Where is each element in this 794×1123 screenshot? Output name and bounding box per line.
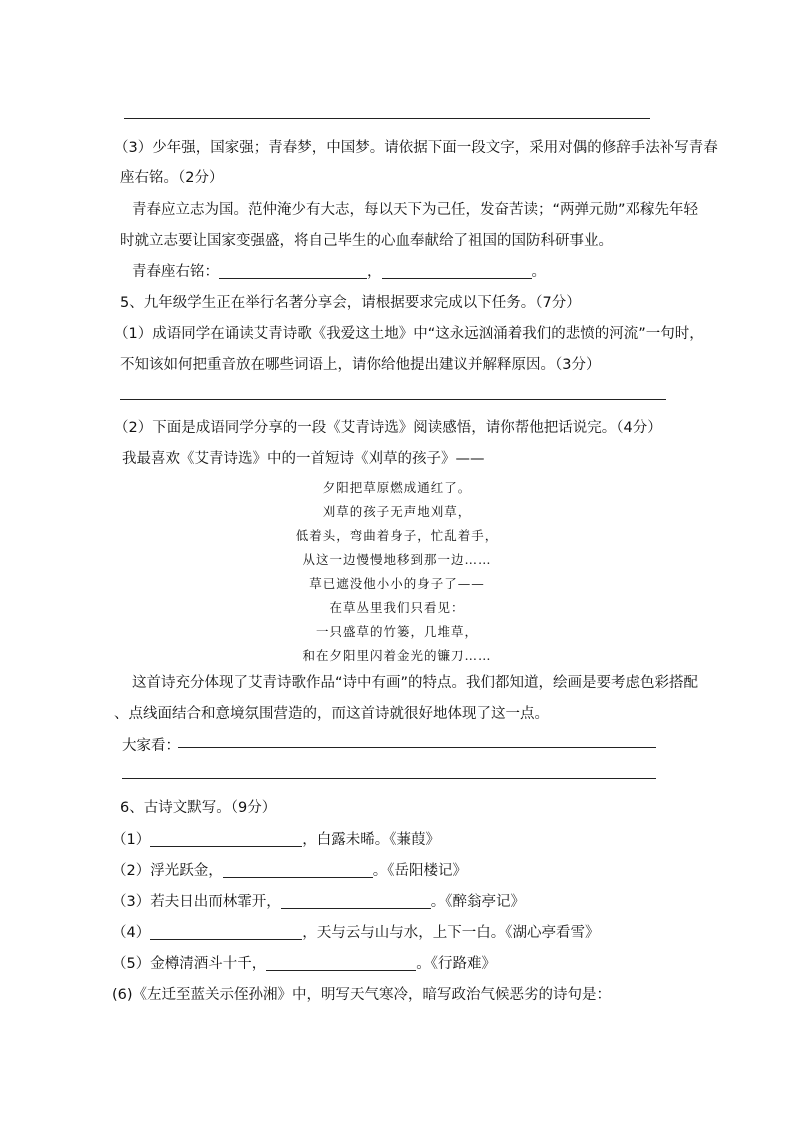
q6-item-5-before: 金樽清酒斗十千， [150,956,267,972]
q6-item-3-num: （3） [112,894,151,910]
poem-line-7: 一只盛草的竹篓，几堆草， [315,624,478,639]
q6-item-5-after: 。《行路难》 [416,956,496,972]
motto-blank-2[interactable] [382,262,532,279]
q5-2-title: （2）下面是成语同学分享的一段《艾青诗选》阅读感悟，请你帮他把话说完。（4分） [114,420,662,436]
motto-row [132,260,546,281]
q5-2-comment-line1: 这首诗充分体现了艾青诗歌作品“诗中有画”的特点。我们都知道，绘画是要考虑色彩搭配 [132,675,699,691]
motto-separator: ， [367,264,382,280]
q6-item-4-num: （4） [112,925,151,941]
q4-3-passage-line2: 时就立志要让国家变强盛，将自己毕生的心血奉献给了祖国的国防科研事业。 [120,233,613,249]
motto-end: 。 [531,264,546,280]
look-answer-line-2[interactable] [122,778,656,779]
poem-line-8: 和在夕阳里闪着金光的镰刀…… [302,648,492,663]
motto-label: 青春座右铭： [132,264,219,280]
poem-line-3: 低着头，弯曲着身子，忙乱着手， [295,528,499,543]
poem-line-4: 从这一边慢慢地移到那一边…… [302,552,492,567]
q6-item-5 [112,952,496,973]
poem-line-2: 刈草的孩子无声地刈草， [322,504,472,519]
q6-item-5-blank[interactable] [266,954,416,971]
q6-item-1-blank[interactable] [150,830,302,847]
q6-title: 6、古诗文默写。（9分） [120,800,277,816]
motto-blank-1[interactable] [219,262,367,279]
look-answer-line-1[interactable] [178,747,656,748]
q6-item-2-before: 浮光跃金， [150,863,223,879]
q5-title: 5、九年级学生正在举行名著分享会，请根据要求完成以下任务。（7分） [120,295,581,311]
q6-item-6: (6)《左迁至蓝关示侄孙湘》中，明写天气寒冷，暗写政治气候恶劣的诗句是： [112,987,612,1003]
q6-item-2-after: 。《岳阳楼记》 [372,863,467,879]
q6-item-4-blank[interactable] [150,923,302,940]
q4-3-title: （3）少年强，国家强；青春梦，中国梦。请依据下面一段文字，采用对偶的修辞手法补写青春 [114,140,718,156]
q5-2-intro: 我最喜欢《艾青诗选》中的一首短诗《刈草的孩子》—— [122,451,485,467]
q5-1-answer-line[interactable] [120,399,666,400]
q6-item-1 [112,828,440,849]
q5-1-line1: （1）成语同学在诵读艾青诗歌《我爱这土地》中“这永远汹涌着我们的悲愤的河流”一句时， [114,326,704,342]
q6-item-3-blank[interactable] [281,892,431,909]
q6-item-3 [112,890,525,911]
q6-item-1-after: ，白露未晞。《蒹葭》 [302,832,440,848]
answer-line-top[interactable] [124,118,650,119]
q6-item-1-num: （1） [112,832,151,848]
poem-line-5: 草已遮没他小小的身子了—— [309,576,485,591]
q6-item-2-num: （2） [112,863,151,879]
q4-3-title-cont: 座右铭。（2分） [120,170,224,186]
q6-item-4 [112,921,599,942]
q5-1-line2: 不知该如何把重音放在哪些词语上，请你给他提出建议并解释原因。（3分） [120,357,601,373]
q6-item-5-num: （5） [112,956,151,972]
q6-item-2-blank[interactable] [223,861,373,878]
poem-line-6: 在草丛里我们只看见： [329,600,465,615]
poem-line-1: 夕阳把草原燃成通红了。 [322,480,472,495]
q6-item-4-after: ，天与云与山与水，上下一白。《湖心亭看雪》 [302,925,600,941]
q6-item-3-after: 。《醉翁亭记》 [430,894,525,910]
look-label: 大家看： [122,738,180,754]
q6-item-3-before: 若夫日出而林霏开， [150,894,281,910]
q6-item-2 [112,859,467,880]
q5-2-comment-line2: 、点线面结合和意境氛围营造的，而这首诗就很好地体现了这一点。 [114,706,549,722]
q4-3-passage-line1: 青春应立志为国。范仲淹少有大志，每以天下为己任，发奋苦读；“两弹元勋”邓稼先年轻 [132,202,699,218]
